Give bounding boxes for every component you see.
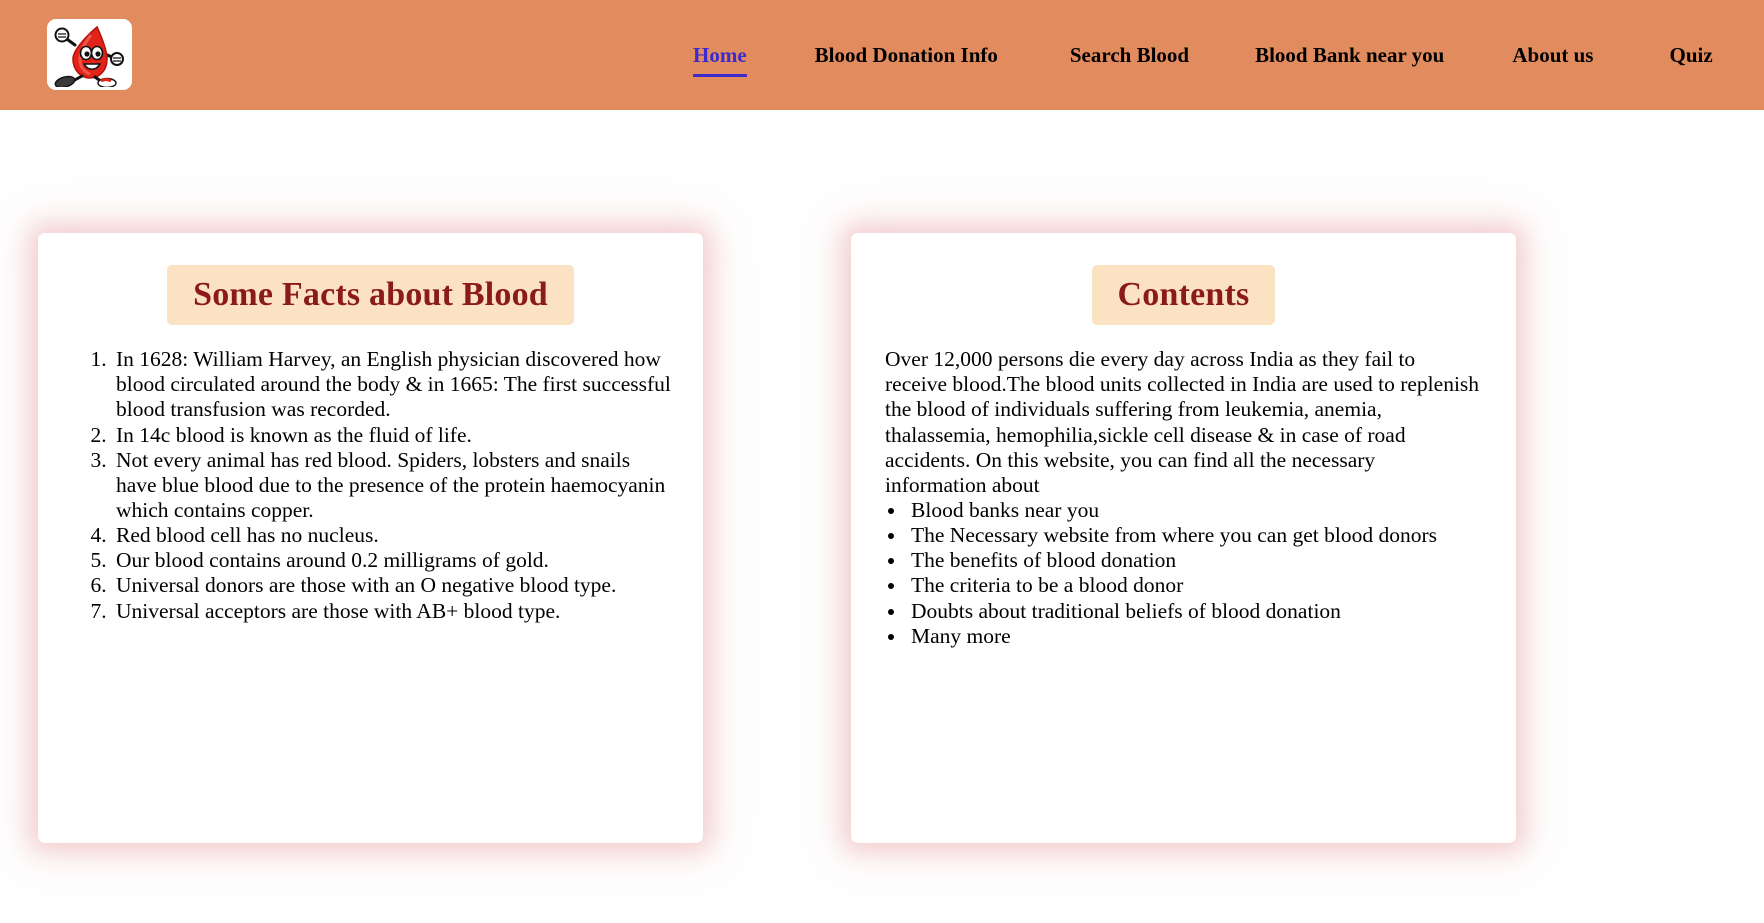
list-item: 2. In 14c blood is known as the fluid of life.: [112, 423, 673, 448]
contents-card-heading-wrap: [851, 233, 1516, 325]
contents-card: [851, 233, 1516, 843]
contents-paragraph: Over 12,000 persons die every day across India as they fail to receive blood.The blood units collected in India are used to replenish the blood of individuals suffering from leukemia, anemia, thalassemia, hemophilia,sickle cell disease & in case of road accidents. On this website, you can find all the necessary information about: [885, 347, 1480, 497]
list-item: • Blood banks near you: [907, 498, 1486, 523]
facts-list: [68, 347, 673, 624]
list-item: 3. Not every animal has red blood. Spiders, lobsters and snails have blue blood due to the presence of the protein haemocyanin which contains copper.: [112, 448, 673, 523]
running-blood-drop-mascot-logo-icon: [51, 23, 129, 87]
main-content: [0, 110, 1764, 923]
nav-item-about-us[interactable]: About us: [1512, 42, 1594, 67]
main-navigation: [660, 0, 1724, 110]
list-item: • Many more: [907, 624, 1486, 649]
nav-item-search-blood[interactable]: Search Blood: [1069, 42, 1190, 67]
list-item: • Doubts about traditional beliefs of blood donation: [907, 599, 1486, 624]
list-item: • The benefits of blood donation: [907, 548, 1486, 573]
contents-card-body: [851, 325, 1516, 649]
nav-item-quiz[interactable]: Quiz: [1669, 42, 1713, 67]
nav-item-blood-donation-info[interactable]: Blood Donation Info: [814, 42, 998, 67]
facts-card-heading-wrap: [38, 233, 703, 325]
facts-card-body: [38, 325, 703, 624]
site-header: [0, 0, 1764, 110]
facts-card: [38, 233, 703, 843]
site-logo[interactable]: [47, 19, 132, 90]
list-item: 5. Our blood contains around 0.2 milligrams of gold.: [112, 548, 673, 573]
nav-item-home[interactable]: Home: [671, 45, 769, 66]
facts-card-heading: Some Facts about Blood: [167, 265, 574, 325]
list-item: 4. Red blood cell has no nucleus.: [112, 523, 673, 548]
contents-list: [881, 498, 1486, 649]
list-item: • The Necessary website from where you can get blood donors: [907, 523, 1486, 548]
list-item: • The criteria to be a blood donor: [907, 573, 1486, 598]
list-item: 7. Universal acceptors are those with AB+ blood type.: [112, 599, 673, 624]
nav-item-blood-bank-near-you[interactable]: Blood Bank near you: [1255, 42, 1445, 67]
contents-card-heading: Contents: [1092, 265, 1276, 325]
list-item: 1. In 1628: William Harvey, an English physician discovered how blood circulated around the body & in 1665: The first successful blood transfusion was recorded.: [112, 347, 673, 422]
list-item: 6. Universal donors are those with an O negative blood type.: [112, 573, 673, 598]
